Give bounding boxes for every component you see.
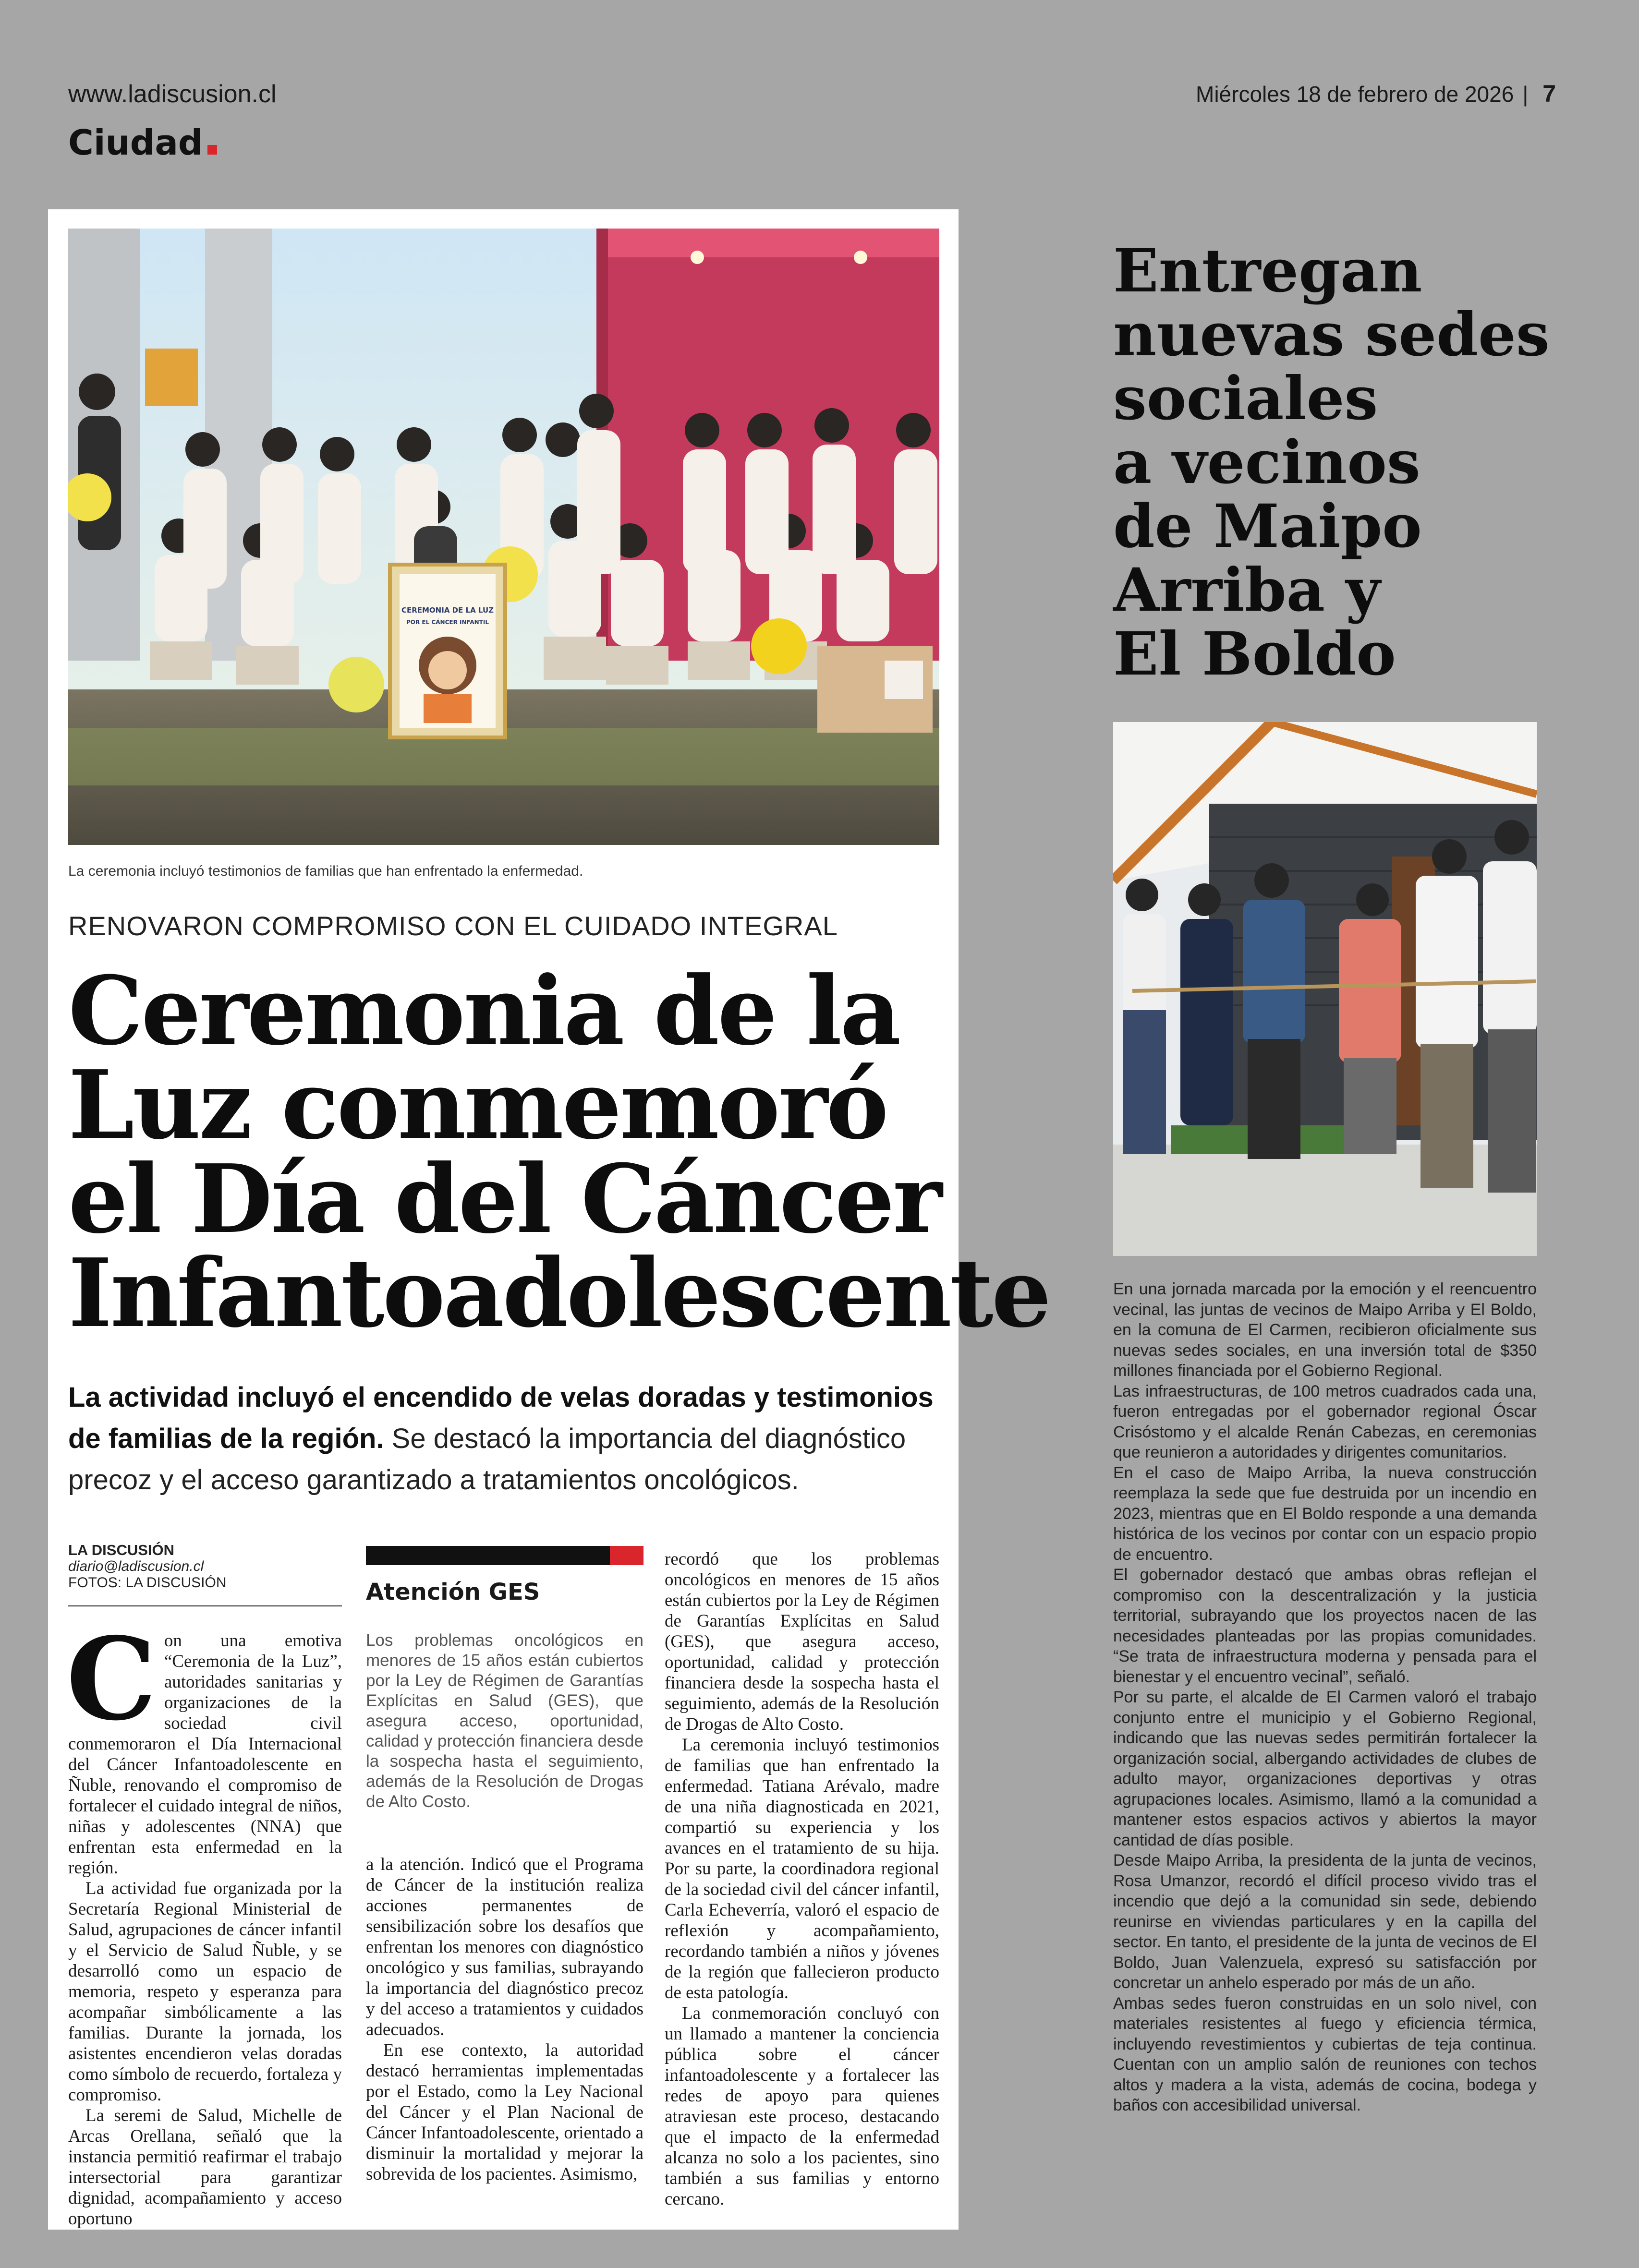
side-headline-line: nuevas sedes [1113,300,1550,370]
section-label: Ciudad [68,122,203,163]
side-paragraph: En una jornada marcada por la emoción y el reencuentro vecinal, las juntas de vecinos de Maipo Arriba y El Boldo, en la comuna de El Carmen, recibieron oficialmente sus nuevas sedes sociales, en una inversión total de $350 millones financiada por el Gobierno Regional. [1113,1280,1537,1380]
side-paragraph: En el caso de Maipo Arriba, la nueva construcción reemplaza la sede que fue destruida por un incendio en 2023, mientras que en El Boldo responde a una demanda histórica de los vecinos por contar con un espacio propio de encuentro. [1113,1463,1537,1564]
byline-org: LA DISCUSIÓN [68,1542,175,1558]
headline-line: Infantoadolescente [68,1238,1050,1349]
side-article-body [1113,1279,1537,2116]
deck-bold: La actividad incluyó el encendido de velas doradas y testimonios de familias de la región. [68,1382,934,1454]
side-headline [1113,236,1593,689]
body-paragraph: La ceremonia incluyó testimonios de familias que han enfrentado la enfermedad. Tatiana Arévalo, madre de una niña diagnosticada en 2021, compartió su experiencia y los avances en el tratamiento de su hija. Por su parte, la coordinadora regional de la sociedad civil del cáncer infantil, Carla Echeverría, valoró el espacio de reflexión y acompañamiento, recordando también a niños y jóvenes de la región que fallecieron producto de esta patología. [665,1735,939,2003]
side-paragraph: Por su parte, el alcalde de El Carmen valoró el trabajo conjunto entre el municipio y el Gobierno Regional, indicando que las nuevas sedes permitirán fortalecer la organización social, albergando actividades de clubes de adulto mayor, organizaciones deportivas y otras agrupaciones locales. Asimismo, llamó a la comunidad a mantener estos espacios activos y abiertos la mayor cantidad de días posible. [1113,1688,1537,1849]
side-headline-line: Entregan [1113,236,1422,306]
side-headline-line: sociales [1113,364,1378,434]
side-headline-line: Arriba y [1113,555,1381,625]
photo-sign-subtitle: POR EL CÁNCER INFANTIL [406,619,489,626]
byline-email[interactable]: diario@ladiscusion.cl [68,1558,204,1574]
body-paragraph: a la atención. Indicó que el Programa de Cáncer de la institución realiza acciones permanentes de sensibilización sobre los desafíos que enfrentan los menores con diagnóstico oncológico y sus familias, subrayando la importancia del diagnóstico precoz y del acceso a tratamientos y cuidados adecuados. [366,1855,643,2039]
side-paragraph: Las infraestructuras, de 100 metros cuadrados cada una, fueron entregadas por el gobernador regional Óscar Crisóstomo y el alcalde Renán Cabezas, en ceremonias que reunieron a autoridades y dirigentes comunitarios. [1113,1382,1537,1461]
ribbon-cutting-photo [1113,722,1537,1256]
box-top-bar [366,1546,643,1565]
date-separator: | [1522,82,1529,107]
article-column-2 [366,1854,643,2184]
article-deck [68,1377,942,1501]
body-paragraph: La actividad fue organizada por la Secretaría Regional Ministerial de Salud, agrupaciones de cáncer infantil y el Servicio de Salud Ñuble, y se desarrolló como un espacio de memoria, respeto y esperanza para acompañar simbólicamente a las familias. Durante la jornada, los asistentes encendieron velas doradas como símbolo de recuerdo, fortaleza y compromiso. [68,1879,342,2105]
headline-line: Luz conmemoró [68,1050,887,1160]
byline-divider [68,1605,342,1606]
body-paragraph: on una emotiva “Ceremonia de la Luz”, autoridades sanitarias y organizaciones de la sociedad civil conmemoraron el Día Internacional del Cáncer Infantoadolescente en Ñuble, renovando el compromiso de fortalecer el cuidado integral de niños, niñas y adolescentes (NNA) que enfrentan esta enfermedad en la región. [68,1631,342,1878]
box-text: Los problemas oncológicos en menores de 15 años están cubiertos por la Ley de Régimen de Garantías Explícitas en Salud (GES), que asegura acceso, oportunidad, calidad y protección financiera desde la sospecha hasta el seguimiento, además de la Resolución de Drogas de Alto Costo. [366,1631,643,1811]
body-paragraph: La conmemoración concluyó con un llamado a mantener la conciencia pública sobre el cáncer infantoadolescente y a fortalecer las redes de apoyo para quienes atraviesan este proceso, destacando que el impacto de la enfermedad alcanza no solo a los pacientes, sino también a sus familias y entorno cercano. [665,2003,939,2209]
side-paragraph: El gobernador destacó que ambas obras reflejan el compromiso con la descentralización y la justicia territorial, subrayando que los proyectos nacen de las necesidades planteadas por las propias comunidades. “Se trata de infraestructura moderna y pensada para el bienestar y el encuentro vecinal”, señaló. [1113,1566,1537,1686]
body-paragraph: En ese contexto, la autoridad destacó herramientas implementadas por el Estado, como la Ley Nacional del Cáncer y el Plan Nacional de Cáncer Infantoadolescente, orientado a disminuir la mortalidad y mejorar la sobrevida de los pacientes. Asimismo, [366,2040,643,2184]
article-kicker: RENOVARON COMPROMISO CON EL CUIDADO INTEGRAL [68,911,838,941]
article-column-1 [66,1612,342,2229]
drop-cap: C [66,1612,157,1746]
side-headline-line: de Maipo [1113,492,1422,561]
section-title [68,122,217,163]
page-number: 7 [1542,80,1556,107]
box-title: Atención GES [366,1579,540,1605]
site-url[interactable]: www.ladiscusion.cl [68,80,277,108]
photo-sign-title: CEREMONIA DE LA LUZ [401,606,494,615]
body-paragraph: recordó que los problemas oncológicos en menores de 15 años están cubiertos por la Ley de Régimen de Garantías Explícitas en Salud (GES), que asegura acceso, oportunidad, calidad y protección financiera desde la sospecha hasta el seguimiento, además de la Resolución de Drogas de Alto Costo. [665,1549,939,1734]
photo-caption: La ceremonia incluyó testimonios de familias que han enfrentado la enfermedad. [68,863,583,879]
article-column-3 [665,1549,939,2209]
deck-regular: Se destacó la importancia del diagnóstico precoz y el acceso garantizado a tratamientos oncológicos. [68,1423,906,1496]
section-red-dot [207,145,217,155]
ceremony-photo [68,229,939,845]
box-red-accent [610,1546,643,1565]
byline-photos: FOTOS: LA DISCUSIÓN [68,1575,227,1591]
headline-line: el Día del Cáncer [68,1144,941,1255]
body-paragraph: La seremi de Salud, Michelle de Arcas Orellana, señaló que la instancia permitió reafirmar el trabajo intersectorial para garantizar dignidad, acompañamiento y acceso oportuno [68,2106,342,2229]
side-paragraph: Ambas sedes fueron construidas en un solo nivel, con materiales resistentes al fuego y eficiencia térmica, incluyendo revestimientos y cubiertas de teja continua. Cuentan con un amplio salón de reuniones con techos altos y madera a la vista, además de cocina, bodega y baños con accesibilidad universal. [1113,1994,1537,2114]
byline [68,1542,342,1591]
side-headline-line: El Boldo [1113,619,1396,689]
date-text: Miércoles 18 de febrero de 2026 [1196,82,1514,107]
side-paragraph: Desde Maipo Arriba, la presidenta de la junta de vecinos, Rosa Umanzor, recordó el difícil proceso vivido tras el incendio que dejó a la comunidad sin sede, debiendo reunirse en viviendas particulares y en la capilla del sector. En tanto, el presidente de la junta de vecinos de El Boldo, Juan Valenzuela, expresó su satisfacción por concretar un anhelo esperado por más de un año. [1113,1851,1537,1992]
article-headline [68,956,1050,1349]
issue-date [1196,80,1556,108]
headline-line: Ceremonia de la [68,956,899,1066]
side-headline-line: a vecinos [1113,428,1420,497]
